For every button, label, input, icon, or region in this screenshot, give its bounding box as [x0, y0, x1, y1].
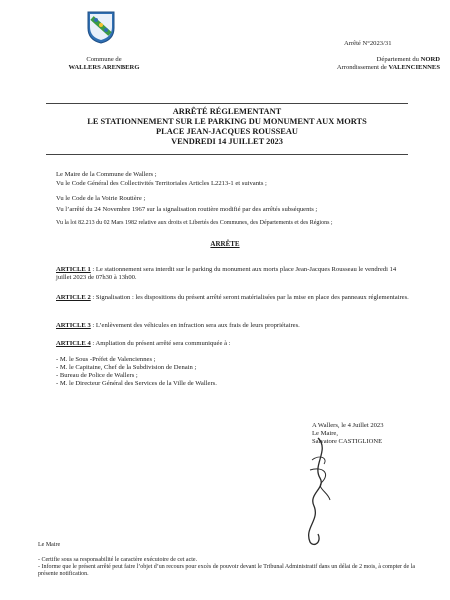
title-line-3: PLACE JEAN-JACQUES ROUSSEAU: [156, 127, 298, 136]
department-block: [270, 56, 440, 72]
title-line-4: VENDREDI 14 JUILLET 2023: [171, 137, 283, 146]
preamble-vu-loi-1982: Vu la loi 82.213 du 02 Mars 1982 relative aux droits et Libertés des Communes, des Départements et des Régions ;: [56, 220, 333, 226]
signatory-role: Le Maire,: [312, 430, 338, 437]
commune-name: WALLERS ARENBERG: [68, 64, 140, 71]
place-date: A Wallers, le 4 Juillet 2023: [312, 422, 384, 429]
arrete-number: Arrêté N°2023/31: [344, 40, 392, 47]
article-2-label: ARTICLE 2: [56, 294, 91, 301]
footer-recourse: - Informe que le présent arrêté peut faire l’objet d’un recours pour excès de pouvoir devant le Tribunal Administratif dans un délai de 2 mois, à compter de la présente notification.: [38, 564, 416, 577]
recipient-list: [56, 356, 396, 388]
article-4-text: : Ampliation du présent arrêté sera communiquée à :: [90, 340, 231, 347]
footer-mayor: Le Maire: [38, 542, 61, 548]
department-name: NORD: [420, 56, 440, 63]
arrondissement-line: [270, 64, 440, 72]
title-line-2: LE STATIONNEMENT SUR LE PARKING DU MONUMENT AUX MORTS: [87, 117, 367, 126]
article-3: [56, 322, 412, 330]
article-4: [56, 340, 412, 348]
article-2: [56, 294, 412, 302]
arrete-heading: ARRÊTE: [210, 240, 240, 248]
preamble-vu-cgct: Vu le Code Général des Collectivités Territoriales Articles L2213-1 et suivants ;: [56, 180, 267, 187]
handwritten-signature: [290, 430, 350, 550]
arrondissement-name: VALENCIENNES: [388, 64, 440, 71]
recipient-item: - M. le Directeur Général des Services de la Ville de Wallers.: [56, 380, 217, 387]
recipient-item: - M. le Sous -Préfet de Valenciennes ;: [56, 356, 156, 363]
department-line: [270, 56, 440, 64]
article-1: [56, 266, 412, 282]
article-2-text: : Signalisation : les dispositions du présent arrêté seront matérialisées par la mise en place des panneaux réglementaires.: [90, 294, 409, 301]
footer-certification: - Certifie sous sa responsabilité le caractère exécutoire de cet acte.: [38, 557, 198, 563]
footer-notes: [38, 542, 430, 578]
commune-label: Commune de: [86, 56, 122, 63]
recipient-item: - Bureau de Police de Wallers ;: [56, 372, 138, 379]
signatory-name: Salvatore CASTIGLIONE: [312, 438, 383, 445]
document-title: [46, 103, 408, 155]
article-1-text: : Le stationnement sera interdit sur le parking du monument aux morts place Jean-Jacques Rousseau le vendredi 14 juillet 2023 de 07h30 à 13h00.: [56, 266, 397, 281]
commune-block: [54, 56, 154, 72]
preamble-vu-voirie: Vu le Code de la Voirie Routière ;: [56, 195, 146, 202]
department-prefix: Département du: [376, 56, 421, 63]
article-1-label: ARTICLE 1: [56, 266, 91, 273]
arrondissement-prefix: Arrondissement de: [336, 64, 389, 71]
preamble-vu-arrete-1967: Vu l’arrêté du 24 Novembre 1967 sur la signalisation routière modifié par des arrêtés subséquents ;: [56, 206, 318, 213]
coat-of-arms-logo: [86, 10, 116, 44]
article-3-label: ARTICLE 3: [56, 322, 91, 329]
article-4-label: ARTICLE 4: [56, 340, 91, 347]
recipient-item: - M. le Capitaine, Chef de la Subdivision de Denain ;: [56, 364, 197, 371]
title-line-1: ARRÊTÉ RÉGLEMENTANT: [172, 107, 282, 116]
preamble-maire: Le Maire de la Commune de Wallers ;: [56, 171, 157, 178]
article-3-text: : L’enlèvement des véhicules en infraction sera aux frais de leurs propriétaires.: [90, 322, 300, 329]
